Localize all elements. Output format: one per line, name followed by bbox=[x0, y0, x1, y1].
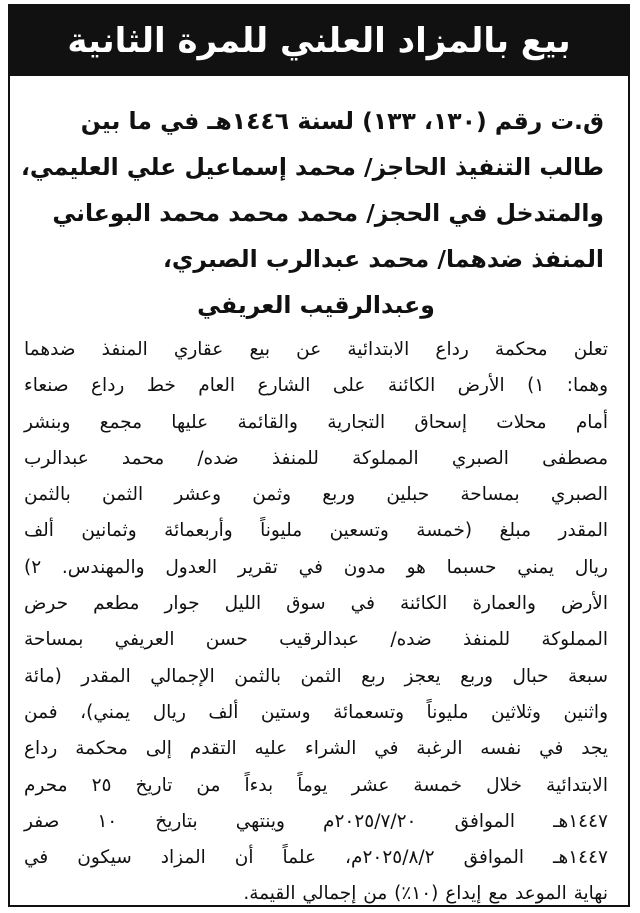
body-line: نهاية الموعد مع إيداع (١٠٪) من إجمالي القيمة. bbox=[243, 883, 608, 905]
body-line: أمام محلات إسحاق التجارية والقائمة عليها مجمع وبنشر bbox=[24, 411, 608, 433]
case-defendant-line-2: وعبدالرقيب العريفي bbox=[197, 291, 435, 319]
body-line: ١٤٤٧هـ الموافق ٢٠٢٥/٧/٢٠م وينتهي بتاريخ ١٠ صفر bbox=[24, 810, 608, 832]
body-line: سبعة حبال وربع يعجز ربع الثمن بالثمن الإجمالي المقدر (مائة bbox=[24, 665, 608, 687]
case-defendant-line: المنفذ ضدهما/ محمد عبدالرب الصبري، bbox=[162, 245, 604, 273]
body-line: ريال يمني حسبما هو مدون في تقرير العدول والمهندس. ٢) bbox=[24, 556, 608, 578]
case-parties bbox=[10, 76, 628, 328]
body-line: ١٤٤٧هـ الموافق ٢٠٢٥/٨/٢م، علماً أن المزاد سيكون في bbox=[24, 847, 608, 869]
body-line: المقدر مبلغ (خمسة وتسعين مليوناً وأربعمائة وثمانين ألف bbox=[24, 520, 608, 542]
body-line: يجد في نفسه الرغبة في الشراء عليه التقدم إلى محكمة رداع bbox=[24, 738, 608, 760]
body-line: الصبري بمساحة حبلين وربع وثمن وعشر الثمن بالثمن bbox=[24, 484, 608, 506]
case-intervener-line: والمتدخل في الحجز/ محمد محمد محمد البوعاني bbox=[52, 199, 604, 227]
notice-body bbox=[10, 328, 628, 913]
body-line: الأرض والعمارة الكائنة في سوق الليل جوار مطعم حرض bbox=[24, 593, 608, 615]
body-line: المملوكة للمنفذ ضده/ عبدالرقيب حسن العريفي بمساحة bbox=[24, 629, 608, 651]
notice-title-banner bbox=[10, 6, 628, 76]
case-number-line: ق.ت رقم (١٣٠، ١٣٣) لسنة ١٤٤٦هـ في ما بين bbox=[80, 107, 604, 135]
body-line: واثنين وثلاثين مليوناً وتسعمائة وستين ألف ريال يمني)، فمن bbox=[24, 701, 608, 723]
case-applicant-line: طالب التنفيذ الحاجز/ محمد إسماعيل علي العليمي، bbox=[20, 153, 604, 181]
body-line: وهما: ١) الأرض الكائنة على الشارع العام خط رداع صنعاء bbox=[24, 375, 608, 397]
body-line: تعلن محكمة رداع الابتدائية عن بيع عقاري المنفذ ضدهما bbox=[24, 339, 608, 360]
body-line: مصطفى الصبري المملوكة للمنفذ ضده/ محمد عبدالرب bbox=[24, 447, 608, 469]
auction-notice bbox=[8, 4, 630, 907]
body-line: الابتدائية خلال خمسة عشر يوماً بدءاً من تاريخ ٢٥ محرم bbox=[24, 774, 608, 796]
notice-title: بيع بالمزاد العلني للمرة الثانية bbox=[67, 21, 571, 61]
